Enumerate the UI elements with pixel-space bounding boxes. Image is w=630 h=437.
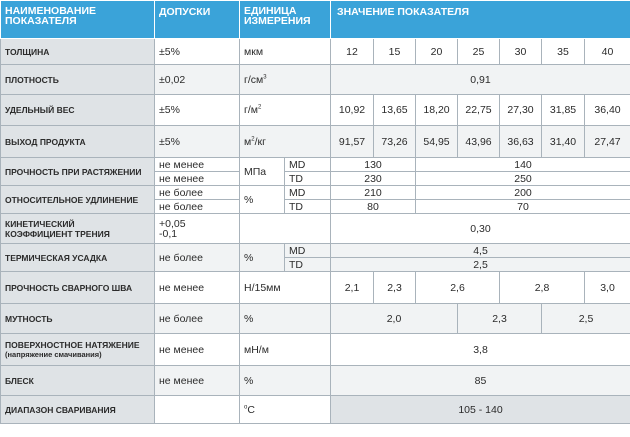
value-cell: 0,91 — [331, 65, 630, 95]
tolerance-cell: не менее — [155, 334, 240, 366]
value-cell: 15 — [374, 39, 416, 65]
direction-md: MD — [285, 186, 331, 200]
value-cell: 4,5 — [331, 244, 630, 258]
direction-td: TD — [285, 200, 331, 214]
header-tolerance: ДОПУСКИ — [155, 1, 240, 39]
value-cell: 250 — [416, 172, 630, 186]
table-row — [1, 396, 630, 424]
table-row — [1, 158, 630, 172]
tolerance-cell: ±5% — [155, 39, 240, 65]
row-name: ВЫХОД ПРОДУКТА — [1, 126, 155, 158]
unit-cell: % — [240, 304, 331, 334]
row-name: УДЕЛЬНЫЙ ВЕС — [1, 95, 155, 126]
value-cell: 210 — [331, 186, 416, 200]
value-cell: 31,85 — [542, 95, 585, 126]
row-name: ДИАПАЗОН СВАРИВАНИЯ — [1, 396, 155, 424]
direction-md: MD — [285, 244, 331, 258]
table-row — [1, 65, 630, 95]
value-cell: 105 - 140 — [331, 396, 630, 424]
value-cell: 36,40 — [585, 95, 630, 126]
value-cell: 3,0 — [585, 272, 630, 304]
value-cell: 73,26 — [374, 126, 416, 158]
direction-md: MD — [285, 158, 331, 172]
unit-cell: % — [240, 366, 331, 396]
tolerance-cell: +0,05 -0,1 — [155, 214, 240, 244]
value-cell: 27,47 — [585, 126, 630, 158]
value-cell: 18,20 — [416, 95, 458, 126]
unit-cell: % — [240, 244, 285, 272]
row-name: ПРОЧНОСТЬ СВАРНОГО ШВА — [1, 272, 155, 304]
value-cell: 2,0 — [331, 304, 458, 334]
row-name: БЛЕСК — [1, 366, 155, 396]
unit-cell: $м^2/кг$ — [240, 126, 331, 158]
unit-cell: $г/см^3$ — [240, 65, 331, 95]
tolerance-cell: ±5% — [155, 126, 240, 158]
value-cell: 3,8 — [331, 334, 630, 366]
row-name: ОТНОСИТЕЛЬНОЕ УДЛИНЕНИЕ — [1, 186, 155, 214]
value-cell: 27,30 — [500, 95, 542, 126]
value-cell: 2,8 — [500, 272, 585, 304]
value-cell: 13,65 — [374, 95, 416, 126]
header-row — [1, 1, 630, 39]
value-cell: 40 — [585, 39, 630, 65]
value-cell: 2,3 — [458, 304, 542, 334]
tolerance-cell: не менее — [155, 172, 240, 186]
tolerance-cell: не более — [155, 244, 240, 272]
value-cell: 2,3 — [374, 272, 416, 304]
value-cell: 12 — [331, 39, 374, 65]
direction-td: TD — [285, 172, 331, 186]
value-cell: 85 — [331, 366, 630, 396]
unit-cell: мН/м — [240, 334, 331, 366]
header-unit: ЕДИНИЦА ИЗМЕРЕНИЯ — [240, 1, 331, 39]
value-cell: 2,6 — [416, 272, 500, 304]
value-cell: 25 — [458, 39, 500, 65]
unit-cell: $^о$С — [240, 396, 331, 424]
table-row — [1, 95, 630, 126]
value-cell: 91,57 — [331, 126, 374, 158]
value-cell: 54,95 — [416, 126, 458, 158]
row-name: ПРОЧНОСТЬ ПРИ РАСТЯЖЕНИИ — [1, 158, 155, 186]
unit-cell — [240, 214, 331, 244]
tolerance-cell: не менее — [155, 272, 240, 304]
value-cell: 35 — [542, 39, 585, 65]
value-cell: 10,92 — [331, 95, 374, 126]
tolerance-cell: ±0,02 — [155, 65, 240, 95]
row-name: ПЛОТНОСТЬ — [1, 65, 155, 95]
table-row — [1, 186, 630, 200]
value-cell: 43,96 — [458, 126, 500, 158]
header-name: НАИМЕНОВАНИЕ ПОКАЗАТЕЛЯ — [1, 1, 155, 39]
value-cell: 2,5 — [331, 258, 630, 272]
value-cell: 2,1 — [331, 272, 374, 304]
direction-td: TD — [285, 258, 331, 272]
table-row — [1, 126, 630, 158]
unit-cell: % — [240, 186, 285, 214]
header-value: ЗНАЧЕНИЕ ПОКАЗАТЕЛЯ — [331, 1, 630, 39]
value-cell: 0,30 — [331, 214, 630, 244]
table-row — [1, 366, 630, 396]
row-name: КИНЕТИЧЕСКИЙ КОЭФФИЦИЕНТ ТРЕНИЯ — [1, 214, 155, 244]
unit-cell: Н/15мм — [240, 272, 331, 304]
value-cell: 70 — [416, 200, 630, 214]
table-row — [1, 334, 630, 366]
value-cell: 200 — [416, 186, 630, 200]
value-cell: 22,75 — [458, 95, 500, 126]
value-cell: 36,63 — [500, 126, 542, 158]
value-cell: 230 — [331, 172, 416, 186]
tolerance-cell: не менее — [155, 366, 240, 396]
row-name: ТЕРМИЧЕСКАЯ УСАДКА — [1, 244, 155, 272]
table-row — [1, 214, 630, 244]
value-cell: 20 — [416, 39, 458, 65]
tolerance-cell: не более — [155, 304, 240, 334]
tolerance-cell: не менее — [155, 158, 240, 172]
unit-cell: мкм — [240, 39, 331, 65]
tolerance-cell: не более — [155, 186, 240, 200]
table-row — [1, 272, 630, 304]
row-name: ПОВЕРХНОСТНОЕ НАТЯЖЕНИЕ (напряжение смачивания) — [1, 334, 155, 366]
value-cell: 2,5 — [542, 304, 630, 334]
value-cell: 30 — [500, 39, 542, 65]
row-name: ТОЛЩИНА — [1, 39, 155, 65]
table-row — [1, 39, 630, 65]
row-name: МУТНОСТЬ — [1, 304, 155, 334]
value-cell: 31,40 — [542, 126, 585, 158]
unit-cell: $г/м^2$ — [240, 95, 331, 126]
value-cell: 140 — [416, 158, 630, 172]
value-cell: 80 — [331, 200, 416, 214]
table-row — [1, 304, 630, 334]
table-row — [1, 244, 630, 258]
value-cell: 130 — [331, 158, 416, 172]
tolerance-cell — [155, 396, 240, 424]
tolerance-cell: ±5% — [155, 95, 240, 126]
unit-cell: МПа — [240, 158, 285, 186]
tolerance-cell: не более — [155, 200, 240, 214]
